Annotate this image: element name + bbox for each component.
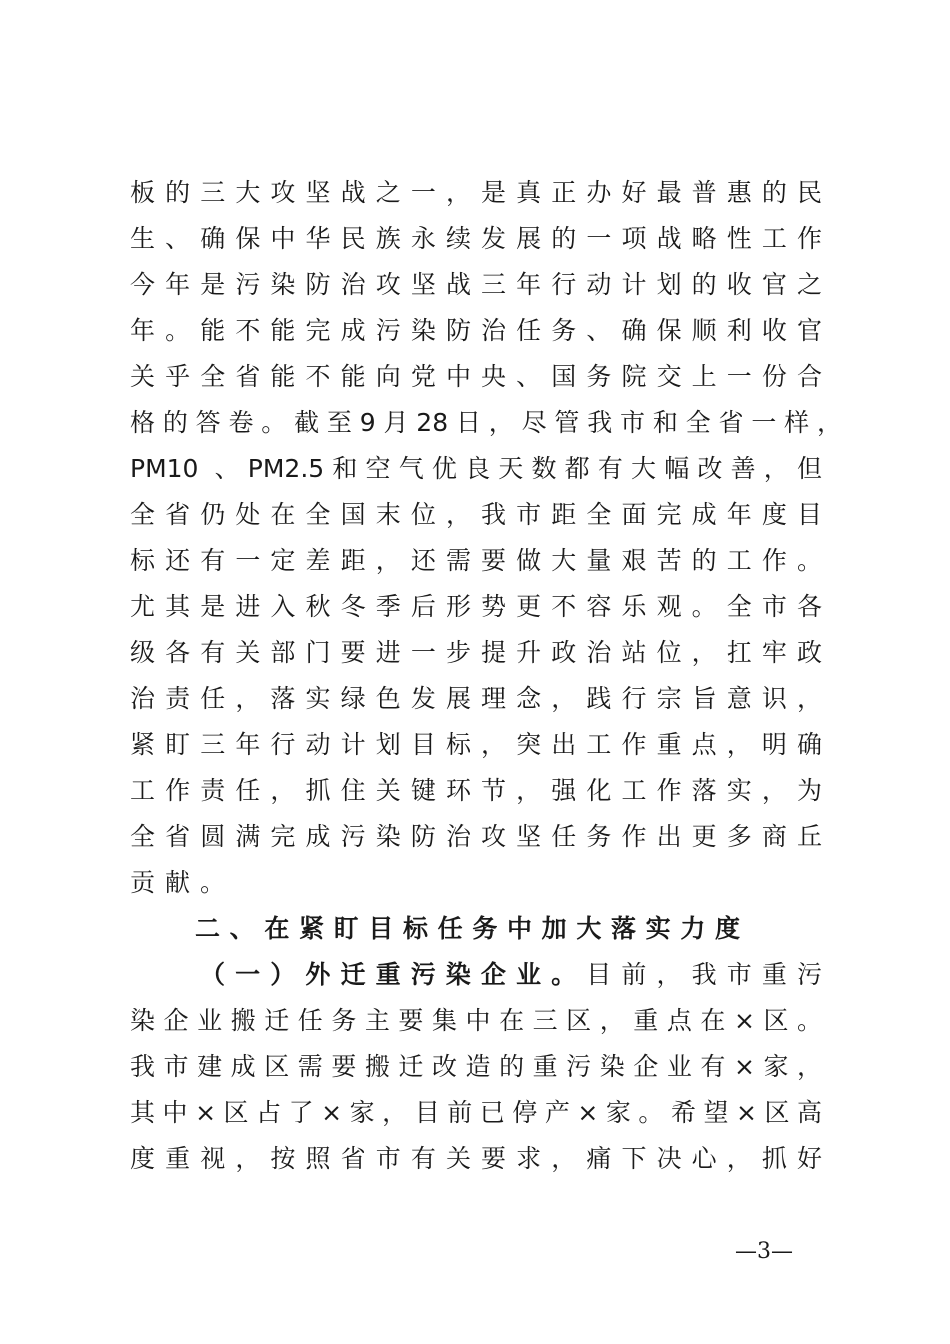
page-number: —3— <box>735 1239 793 1264</box>
body-line-3: 今年是污染防治攻坚战三年行动计划的收官之 <box>130 270 822 299</box>
body2-line-2: 我市建成区需要搬迁改造的重污染企业有×家， <box>130 1052 822 1081</box>
body-line-13: 紧盯三年行动计划目标，突出工作重点，明确 <box>130 730 822 759</box>
subsection-title: （一）外迁重污染企业。 <box>200 960 587 989</box>
body-line-9: 标还有一定差距，还需要做大量艰苦的工作。 <box>130 546 822 575</box>
subsection-lead-text: 目前，我市重污 <box>586 960 822 989</box>
body-line-12: 治责任，落实绿色发展理念，践行宗旨意识， <box>130 684 822 713</box>
body-line-14: 工作责任，抓住关键环节，强化工作落实，为 <box>130 776 822 805</box>
body-line-1: 板的三大攻坚战之一，是真正办好最普惠的民 <box>130 178 822 207</box>
body2-line-4: 度重视，按照省市有关要求，痛下决心，抓好 <box>130 1144 822 1173</box>
body2-line-3: 其中×区占了×家，目前已停产×家。希望×区高 <box>130 1098 822 1127</box>
body-line-5: 关乎全省能不能向党中央、国务院交上一份合 <box>130 362 822 391</box>
body-line-15: 全省圆满完成污染防治攻坚任务作出更多商丘 <box>130 822 822 851</box>
body-line-4: 年。能不能完成污染防治任务、确保顺利收官 <box>130 316 822 345</box>
body-line-16: 贡献。 <box>130 868 236 897</box>
body2-line-1: 染企业搬迁任务主要集中在三区，重点在×区。 <box>130 1006 822 1035</box>
body-line-6: 格的答卷。截至9月28日，尽管我市和全省一样， <box>130 408 842 437</box>
body-line-2: 生、确保中华民族永续发展的一项战略性工作 <box>130 224 822 253</box>
section-heading: 二、在紧盯目标任务中加大落实力度 <box>195 914 740 943</box>
body-line-7: PM10 、PM2.5和空气优良天数都有大幅改善，但 <box>130 454 822 483</box>
body-line-11: 级各有关部门要进一步提升政治站位，扛牢政 <box>130 638 822 667</box>
body-line-10: 尤其是进入秋冬季后形势更不容乐观。全市各 <box>130 592 822 621</box>
body-line-8: 全省仍处在全国末位，我市距全面完成年度目 <box>130 500 822 529</box>
subsection-lead-line <box>200 952 822 998</box>
